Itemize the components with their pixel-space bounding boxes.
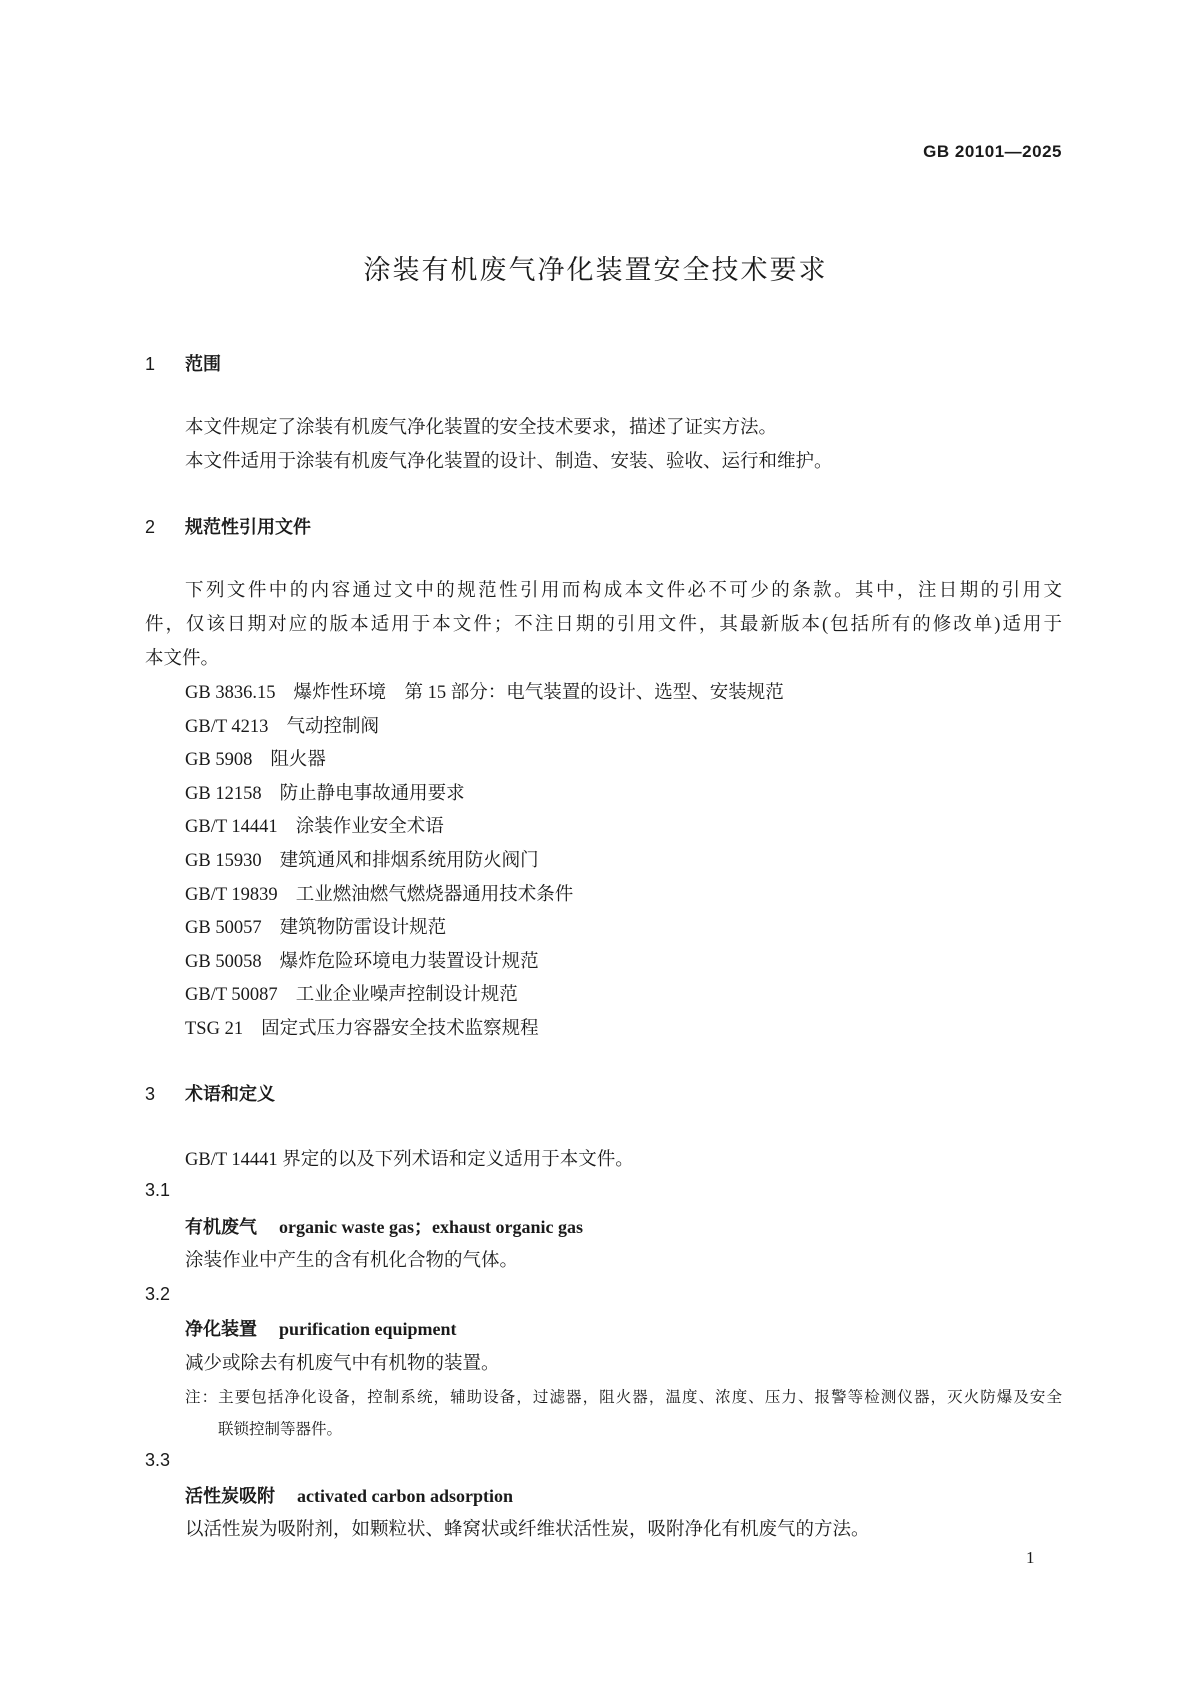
term-zh: 净化装置 bbox=[185, 1319, 257, 1339]
reference-item bbox=[185, 1014, 539, 1040]
reference-code: GB/T 4213 bbox=[185, 716, 269, 737]
reference-item bbox=[185, 913, 446, 939]
term-en: activated carbon adsorption bbox=[297, 1486, 513, 1506]
term-definition: 以活性炭为吸附剂，如颗粒状、蜂窝状或纤维状活性炭，吸附净化有机废气的方法。 bbox=[185, 1520, 870, 1540]
section-number: 1 bbox=[145, 354, 156, 374]
note-line: 联锁控制等器件。 bbox=[218, 1421, 343, 1438]
paragraph-line: 件，仅该日期对应的版本适用于本文件；不注日期的引用文件，其最新版本(包括所有的修改单)适用于 bbox=[145, 615, 1062, 635]
reference-item bbox=[185, 846, 539, 872]
terms-intro: GB/T 14441 界定的以及下列术语和定义适用于本文件。 bbox=[185, 1150, 634, 1170]
term-number: 3.2 bbox=[145, 1284, 171, 1304]
paragraph: 本文件规定了涂装有机废气净化装置的安全技术要求，描述了证实方法。 bbox=[185, 418, 778, 438]
term-definition: 减少或除去有机废气中有机物的装置。 bbox=[185, 1354, 500, 1374]
section-title: 范围 bbox=[185, 354, 221, 375]
term-zh: 有机废气 bbox=[185, 1217, 257, 1237]
term-zh: 活性炭吸附 bbox=[185, 1486, 275, 1506]
reference-item bbox=[185, 812, 444, 838]
paragraph: 本文件适用于涂装有机废气净化装置的设计、制造、安装、验收、运行和维护。 bbox=[185, 452, 833, 472]
term-definition: 涂装作业中产生的含有机化合物的气体。 bbox=[185, 1251, 519, 1271]
paragraph-line: 本文件。 bbox=[145, 649, 220, 669]
reference-title: 工业企业噪声控制设计规范 bbox=[295, 985, 518, 1006]
reference-code: GB/T 50087 bbox=[185, 985, 278, 1006]
reference-item bbox=[185, 678, 784, 704]
reference-title: 阻火器 bbox=[270, 750, 326, 771]
section-title: 规范性引用文件 bbox=[185, 517, 311, 538]
reference-item bbox=[185, 745, 326, 771]
term-en: organic waste gas；exhaust organic gas bbox=[279, 1217, 583, 1237]
term-number: 3.3 bbox=[145, 1450, 171, 1470]
reference-title: 爆炸危险环境电力装置设计规范 bbox=[279, 951, 539, 972]
reference-code: GB 12158 bbox=[185, 783, 262, 804]
term-en: purification equipment bbox=[279, 1319, 457, 1339]
paragraph-line: 下列文件中的内容通过文中的规范性引用而构成本文件必不可少的条款。其中，注日期的引用文 bbox=[185, 581, 1062, 601]
reference-item bbox=[185, 880, 573, 906]
reference-title: 涂装作业安全术语 bbox=[295, 817, 444, 838]
term-heading bbox=[185, 1315, 457, 1341]
reference-title: 防止静电事故通用要求 bbox=[279, 783, 465, 804]
reference-code: GB 15930 bbox=[185, 851, 262, 871]
reference-title: 建筑物防雷设计规范 bbox=[279, 918, 447, 939]
reference-title: 建筑通风和排烟系统用防火阀门 bbox=[279, 851, 539, 871]
page-title: 涂装有机废气净化装置安全技术要求 bbox=[363, 255, 828, 286]
reference-title: 固定式压力容器安全技术监察规程 bbox=[261, 1019, 539, 1039]
page-number: 1 bbox=[1026, 1548, 1035, 1567]
document-number: GB 20101—2025 bbox=[923, 142, 1062, 161]
reference-item bbox=[185, 980, 518, 1006]
note-line: 注：主要包括净化设备，控制系统，辅助设备，过滤器，阻火器，温度、浓度、压力、报警等检测仪器，灭火防爆及安全 bbox=[185, 1389, 1062, 1406]
section-1-heading bbox=[145, 350, 221, 376]
reference-code: GB 50057 bbox=[185, 918, 262, 939]
section-number: 2 bbox=[145, 517, 156, 537]
reference-code: GB/T 14441 bbox=[185, 817, 278, 838]
term-heading bbox=[185, 1482, 513, 1508]
reference-item bbox=[185, 712, 379, 738]
reference-title: 气动控制阀 bbox=[286, 716, 379, 737]
reference-code: GB 5908 bbox=[185, 750, 253, 771]
section-2-heading bbox=[145, 513, 311, 539]
term-heading bbox=[185, 1213, 583, 1239]
section-title: 术语和定义 bbox=[185, 1084, 275, 1105]
section-number: 3 bbox=[145, 1084, 156, 1104]
term-number: 3.1 bbox=[145, 1180, 171, 1200]
section-3-heading bbox=[145, 1080, 275, 1106]
reference-item bbox=[185, 947, 539, 973]
reference-title: 爆炸性环境 第 15 部分：电气装置的设计、选型、安装规范 bbox=[293, 683, 784, 703]
reference-code: GB 3836.15 bbox=[185, 683, 276, 703]
reference-title: 工业燃油燃气燃烧器通用技术条件 bbox=[295, 884, 574, 905]
reference-code: TSG 21 bbox=[185, 1019, 244, 1039]
reference-code: GB/T 19839 bbox=[185, 884, 278, 905]
reference-code: GB 50058 bbox=[185, 951, 262, 972]
reference-item bbox=[185, 779, 465, 805]
